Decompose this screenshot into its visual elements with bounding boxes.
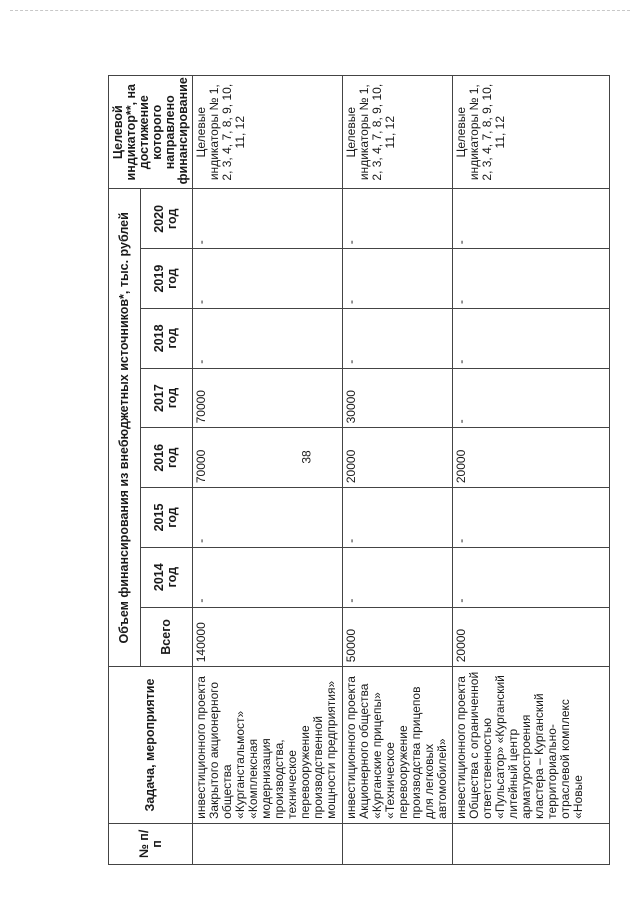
cell-task: инвестиционного проекта Акционерного общества «Курганские прицепы» «Техническое перевооружение производства прицепов для легковых автомобилей» — [342, 667, 452, 824]
cell-no — [193, 823, 343, 864]
header-year: 2018 год — [140, 308, 193, 368]
cell-value: - — [193, 308, 343, 368]
cell-no — [453, 823, 610, 864]
cell-value: - — [193, 488, 343, 548]
cell-value: - — [193, 249, 343, 309]
cell-value: 20000 — [453, 428, 610, 488]
cell-value: 70000 — [193, 428, 343, 488]
cell-value: 70000 — [193, 368, 343, 428]
cell-value: - — [342, 488, 452, 548]
cell-value: - — [193, 547, 343, 607]
table-row — [342, 76, 452, 865]
cell-no — [342, 823, 452, 864]
header-year: Всего — [140, 607, 193, 667]
page-number: 38 — [299, 450, 314, 464]
header-year: 2014 год — [140, 547, 193, 607]
cell-value: 20000 — [342, 428, 452, 488]
cell-value: 30000 — [342, 368, 452, 428]
cell-task: инвестиционного проекта Закрытого акционерного общества «Курганстальмост» «Комплексная модернизация производства, техническое перевооружение производственной мощности предприятия» — [193, 667, 343, 824]
cell-indicator: Целевые индикаторы № 1, 2, 3, 4, 7, 8, 9, 10, 11, 12 — [342, 76, 452, 189]
cell-value: 50000 — [342, 607, 452, 667]
header-task: Задача, мероприятие — [109, 667, 193, 824]
rotated-table-container — [108, 75, 610, 865]
cell-indicator: Целевые индикаторы № 1, 2, 3, 4, 7, 8, 9, 10, 11, 12 — [193, 76, 343, 189]
header-financing-group: Объем финансирования из внебюджетных источников*, тыс. рублей — [109, 189, 141, 667]
cell-value: - — [453, 368, 610, 428]
cell-value: - — [342, 189, 452, 249]
header-indicator: Целевой индикатор**, на достижение которого направлено финансирование — [109, 76, 193, 189]
cell-value: - — [342, 308, 452, 368]
cell-value: - — [453, 308, 610, 368]
cell-value: - — [453, 488, 610, 548]
header-year: 2019 год — [140, 249, 193, 309]
financing-table — [108, 75, 610, 865]
header-year: 2020 год — [140, 189, 193, 249]
cell-value: - — [193, 189, 343, 249]
cell-value: - — [342, 249, 452, 309]
cell-task: инвестиционного проекта Общества с ограниченной ответственностью «Пульсатор» «Курганский литейный центр арматуростроения кластера – Курганский территориально-отраслевой комплекс «Новые — [453, 667, 610, 824]
table-row — [453, 76, 610, 865]
header-year: 2017 год — [140, 368, 193, 428]
cell-value: - — [342, 547, 452, 607]
cell-value: 140000 — [193, 607, 343, 667]
cell-indicator: Целевые индикаторы № 1, 2, 3, 4, 7, 8, 9, 10, 11, 12 — [453, 76, 610, 189]
header-year: 2015 год — [140, 488, 193, 548]
cell-value: 20000 — [453, 607, 610, 667]
cell-value: - — [453, 189, 610, 249]
cell-value: - — [453, 547, 610, 607]
table-row — [193, 76, 343, 865]
header-no: № п/п — [109, 823, 193, 864]
header-year: 2016 год — [140, 428, 193, 488]
cell-value: - — [453, 249, 610, 309]
page-top-border — [10, 10, 630, 11]
